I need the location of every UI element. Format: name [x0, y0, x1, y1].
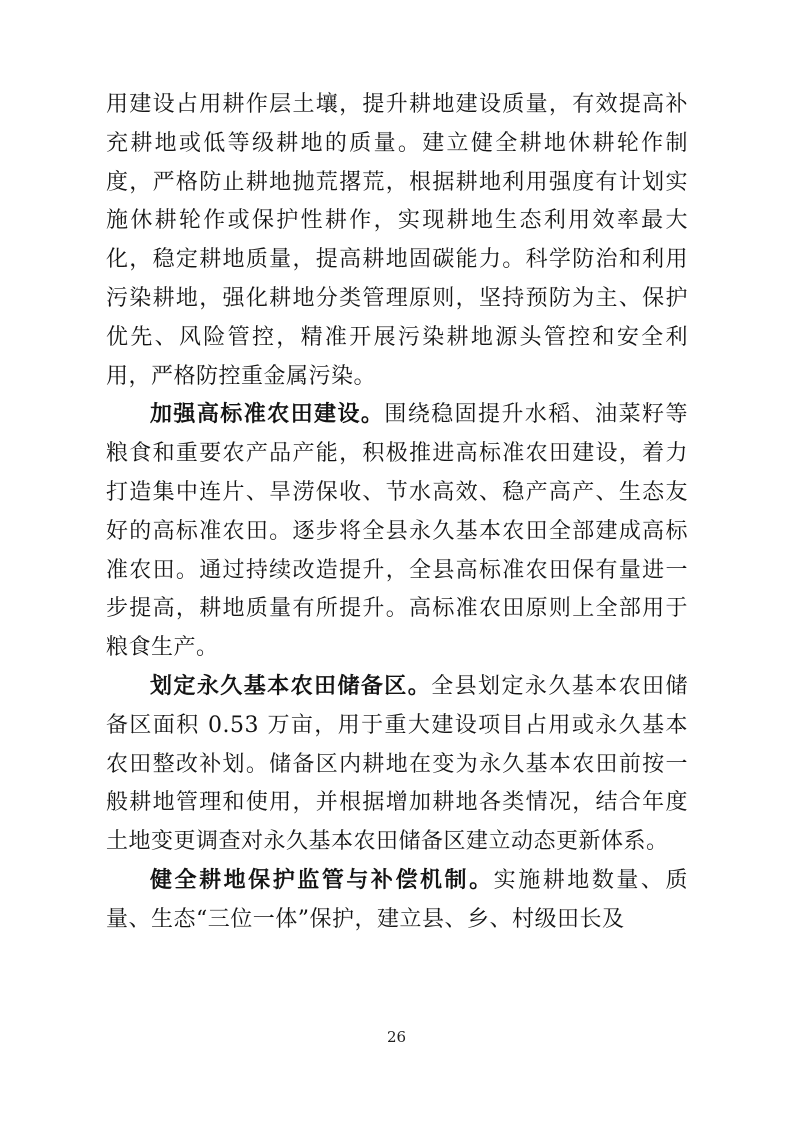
- paragraph-lead: 加强高标准农田建设。: [150, 402, 385, 428]
- paragraph: [106, 862, 688, 940]
- paragraph-text: 实施耕地数量、质量、生态“三位一体”保护，建立县、乡、村级田长及: [106, 867, 688, 932]
- paragraph-text: 用建设占用耕作层土壤，提升耕地建设质量，有效提高补充耕地或低等级耕地的质量。建立健全耕地休耕轮作制度，严格防止耕地抛荒撂荒，根据耕地利用强度有计划实施休耕轮作或保护性耕作，实现耕地生态利用效率最大化，稳定耕地质量，提高耕地固碳能力。科学防治和利用污染耕地，强化耕地分类管理原则，坚持预防为主、保护优先、风险管控，精准开展污染耕地源头管控和安全利用，严格防控重金属污染。: [106, 92, 688, 389]
- paragraph-lead: 划定永久基本农田储备区。: [150, 673, 432, 699]
- paragraph: [106, 86, 688, 396]
- page-body: [106, 86, 688, 940]
- paragraph: [106, 396, 688, 668]
- paragraph-text: 全县划定永久基本农田储备区面积 0.53 万亩，用于重大建设项目占用或永久基本农田整改补划。储备区内耕地在变为永久基本农田前按一般耕地管理和使用，并根据增加耕地各类情况，结合年度土地变更调查对永久基本农田储备区建立动态更新体系。: [106, 673, 688, 855]
- paragraph-lead: 健全耕地保护监管与补偿机制。: [150, 867, 494, 893]
- paragraph-text: 围绕稳固提升水稻、油菜籽等粮食和重要农产品产能，积极推进高标准农田建设，着力打造集中连片、旱涝保收、节水高效、稳产高产、生态友好的高标准农田。逐步将全县永久基本农田全部建成高标准农田。通过持续改造提升，全县高标准农田保有量进一步提高，耕地质量有所提升。高标准农田原则上全部用于粮食生产。: [106, 402, 688, 661]
- page-number: 26: [386, 1028, 407, 1046]
- paragraph: [106, 668, 688, 862]
